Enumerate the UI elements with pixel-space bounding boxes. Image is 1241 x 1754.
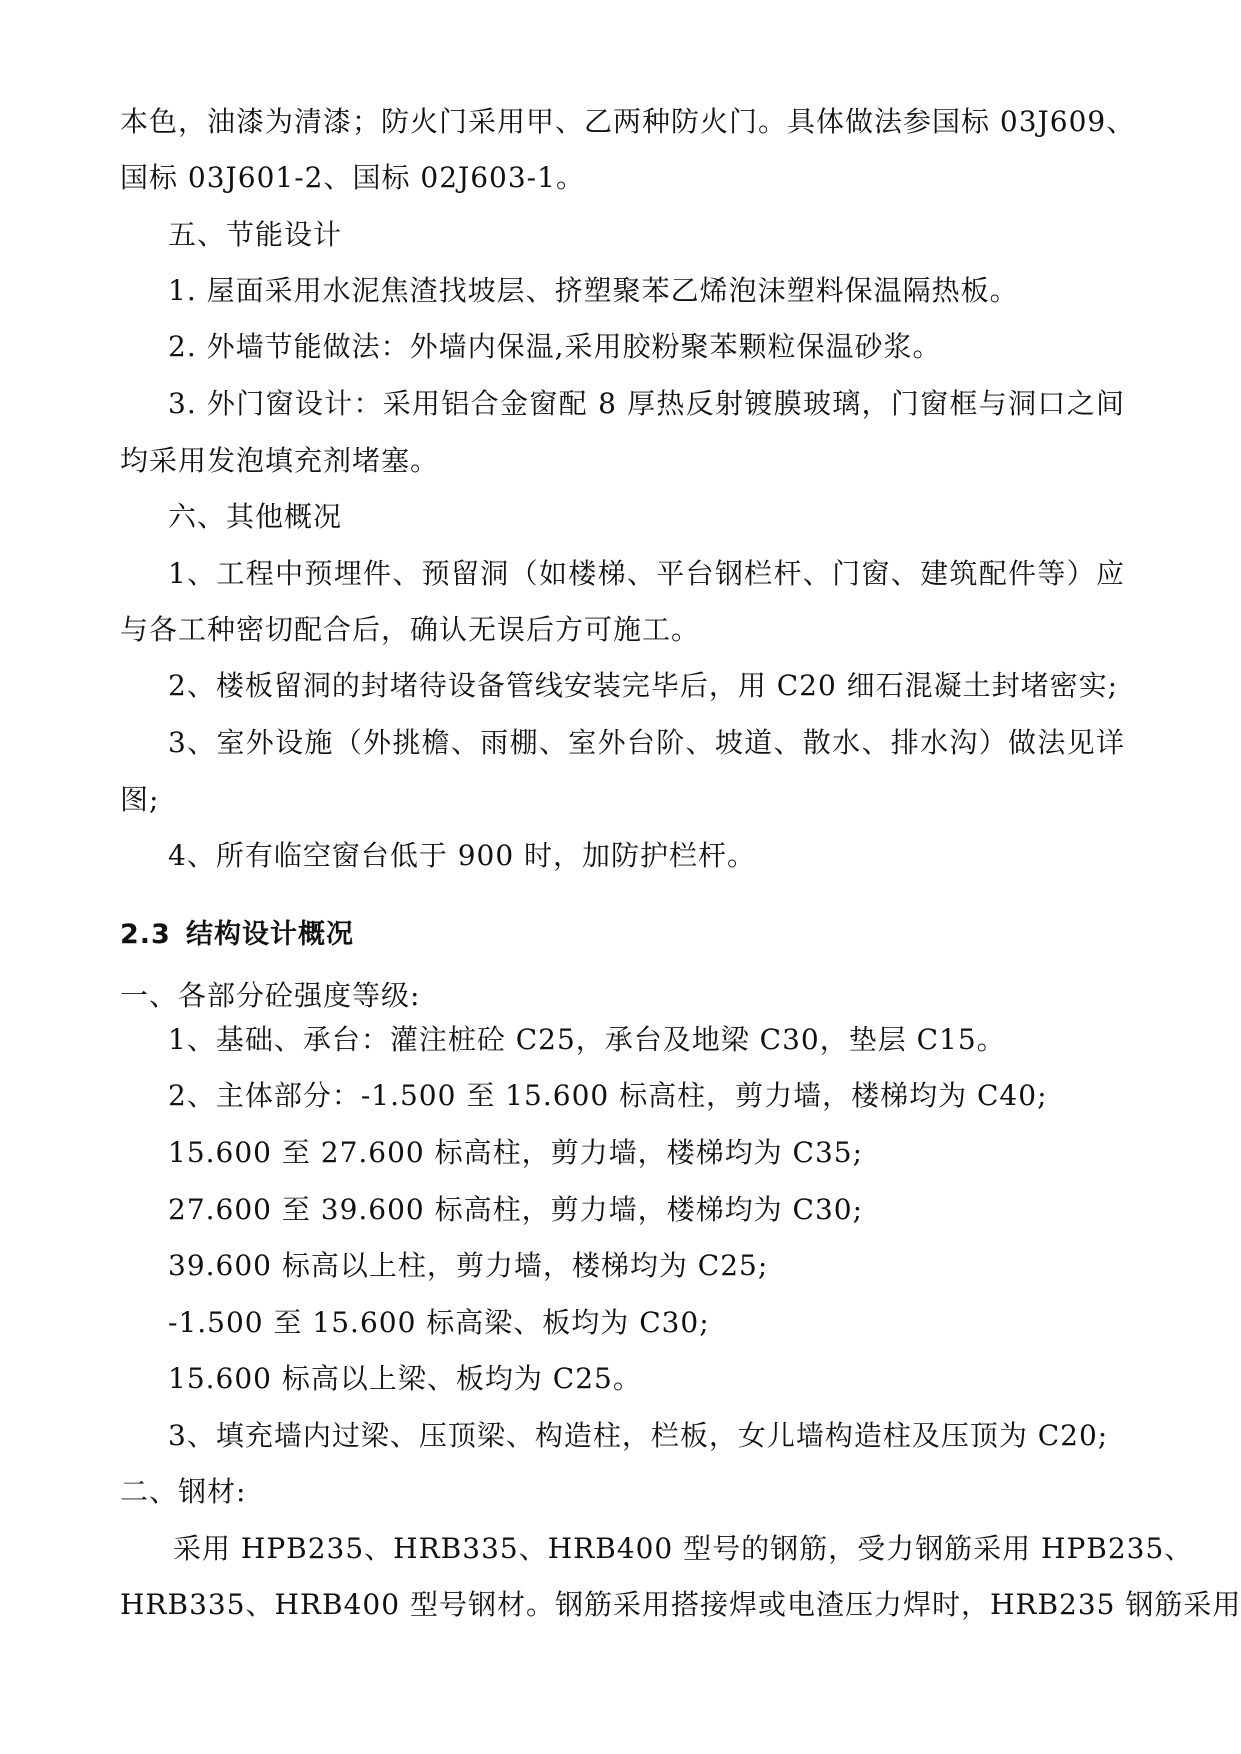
subsection-heading xyxy=(120,917,1125,953)
paragraph-line: 15.600 标高以上梁、板均为 C25。 xyxy=(168,1362,642,1395)
list-item: 1. 屋面采用水泥焦渣找坡层、挤塑聚苯乙烯泡沫塑料保温隔热板。 xyxy=(168,274,1019,307)
list-item: 1、工程中预埋件、预留洞（如楼梯、平台钢栏杆、门窗、建筑配件等）应 xyxy=(168,557,1125,590)
paragraph-line: HRB335、HRB400 型号钢材。钢筋采用搭接焊或电渣压力焊时，HRB235 钢筋采用 xyxy=(120,1588,1241,1621)
paragraph-line: 本色，油漆为清漆；防火门采用甲、乙两种防火门。具体做法参国标 03J609、 xyxy=(120,105,1136,138)
paragraph-line: 27.600 至 39.600 标高柱，剪力墙，楼梯均为 C30; xyxy=(168,1193,864,1226)
list-item: 2、楼板留洞的封堵待设备管线安装完毕后，用 C20 细石混凝土封堵密实; xyxy=(168,669,1119,702)
section-heading: 六、其他概况 xyxy=(168,500,343,533)
list-item: 4、所有临空窗台低于 900 时，加防护栏杆。 xyxy=(168,839,757,872)
list-item: 3、室外设施（外挑檐、雨棚、室外台阶、坡道、散水、排水沟）做法见详 xyxy=(168,726,1125,759)
list-item: 2. 外墙节能做法：外墙内保温,采用胶粉聚苯颗粒保温砂浆。 xyxy=(168,330,942,363)
section-heading: 五、节能设计 xyxy=(168,218,343,251)
paragraph-line: 15.600 至 27.600 标高柱，剪力墙，楼梯均为 C35; xyxy=(168,1136,864,1169)
list-item: 3. 外门窗设计：采用铝合金窗配 8 厚热反射镀膜玻璃，门窗框与洞口之间 xyxy=(168,387,1125,420)
subsection-number: 2.3 xyxy=(120,919,171,950)
list-item: 2、主体部分：-1.500 至 15.600 标高柱，剪力墙，楼梯均为 C40; xyxy=(168,1079,1048,1112)
subsection-title: 结构设计概况 xyxy=(186,919,354,950)
paragraph-line: 与各工种密切配合后，确认无误后方可施工。 xyxy=(120,613,701,646)
list-item: 1、基础、承台：灌注桩砼 C25，承台及地梁 C30，垫层 C15。 xyxy=(168,1023,1006,1056)
paragraph-line: 国标 03J601-2、国标 02J603-1。 xyxy=(120,161,585,194)
paragraph-line: 采用 HPB235、HRB335、HRB400 型号的钢筋，受力钢筋采用 HPB235、 xyxy=(173,1532,1194,1565)
section-heading: 二、钢材: xyxy=(120,1475,247,1508)
list-item: 3、填充墙内过梁、压顶梁、构造柱，栏板，女儿墙构造柱及压顶为 C20; xyxy=(168,1419,1109,1452)
paragraph-line: 均采用发泡填充剂堵塞。 xyxy=(120,444,440,477)
paragraph-line: -1.500 至 15.600 标高梁、板均为 C30; xyxy=(168,1306,710,1339)
paragraph-line: 图; xyxy=(120,783,160,816)
section-heading: 一、各部分砼强度等级: xyxy=(120,979,421,1012)
paragraph-line: 39.600 标高以上柱，剪力墙，楼梯均为 C25; xyxy=(168,1249,769,1282)
